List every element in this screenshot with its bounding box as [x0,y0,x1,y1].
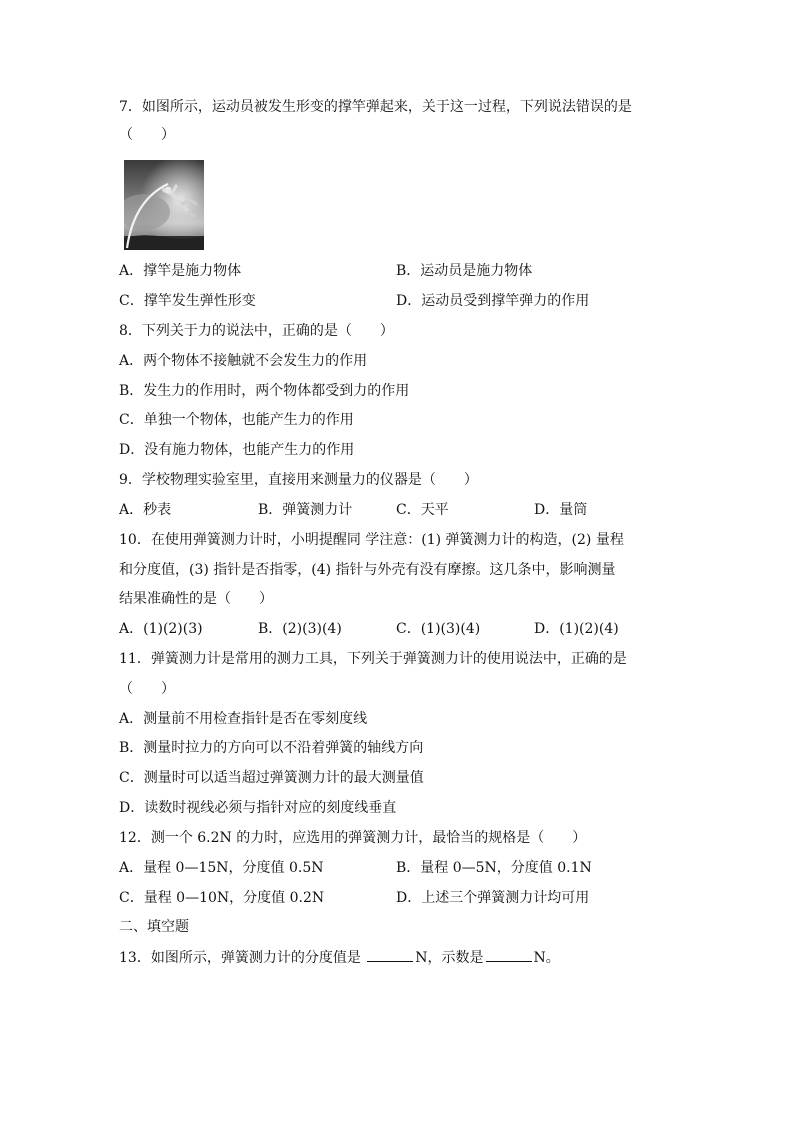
q13-part1: 13．如图所示，弹簧测力计的分度值是 [119,950,366,966]
pole-vault-photo [124,160,204,250]
q11-option-d: D．读数时视线必须与指针对应的刻度线垂直 [119,800,397,816]
q11-option-b: B．测量时拉力的方向可以不沿着弹簧的轴线方向 [119,740,424,756]
q13-blank-reading[interactable] [486,947,532,962]
q12-stem: 12．测一个 6.2N 的力时，应选用的弹簧测力计，最恰当的规格是（ ） [119,830,587,846]
q9-option-c: C．天平 [396,502,449,518]
section-heading-fill-in: 二、填空题 [119,919,189,935]
q8-option-c: C．单独一个物体，也能产生力的作用 [119,412,354,428]
q11-stem: 11．弹簧测力计是常用的测力工具，下列关于弹簧测力计的使用说法中，正确的是 [119,651,627,667]
q13-blank-division[interactable] [367,947,413,962]
q11-option-c: C．测量时可以适当超过弹簧测力计的最大测量值 [119,770,424,786]
q10-line1: 10．在使用弹簧测力计时，小明提醒同 学注意：(1) 弹簧测力计的构造，(2) 量程 [119,532,624,548]
q9-option-a: A．秒表 [119,502,172,518]
q7-option-c: C．撑竿发生弹性形变 [119,293,256,309]
q12-option-d: D．上述三个弹簧测力计均可用 [396,890,590,906]
q7-option-a: A．撑竿是施力物体 [119,263,242,279]
q12-option-c: C．量程 0—10N，分度值 0.2N [119,890,325,906]
q9-option-d: D．量筒 [534,502,588,518]
q10-option-a: A．(1)(2)(3) [119,621,203,637]
q8-option-b: B．发生力的作用时，两个物体都受到力的作用 [119,383,410,399]
q7-stem: 7．如图所示，运动员被发生形变的撑竿弹起来，关于这一过程，下列说法错误的是 [119,99,632,115]
q11-paren: （ ） [119,681,175,697]
q10-option-c: C．(1)(3)(4) [396,621,481,637]
q9-option-b: B．弹簧测力计 [258,502,353,518]
q7-option-d: D．运动员受到撑竿弹力的作用 [396,293,590,309]
q8-stem: 8．下列关于力的说法中，正确的是（ ） [119,323,394,339]
q8-option-a: A．两个物体不接触就不会发生力的作用 [119,353,368,369]
q13-stem [119,947,560,968]
q13-part3: N。 [533,950,560,966]
q7-paren: （ ） [119,127,175,143]
q9-stem: 9．学校物理实验室里，直接用来测量力的仪器是（ ） [119,472,478,488]
q10-line2: 和分度值，(3) 指针是否指零，(4) 指针与外壳有没有摩擦。这几条中，影响测量 [119,562,616,578]
q13-part2: N，示数是 [415,950,484,966]
q11-option-a: A．测量前不用检查指针是否在零刻度线 [119,711,368,727]
q10-line3: 结果准确性的是（ ） [119,591,273,607]
q10-option-d: D．(1)(2)(4) [534,621,619,637]
q12-option-b: B．量程 0—5N，分度值 0.1N [396,860,592,876]
q12-option-a: A．量程 0—15N，分度值 0.5N [119,860,324,876]
q8-option-d: D．没有施力物体，也能产生力的作用 [119,442,355,458]
q10-option-b: B．(2)(3)(4) [258,621,342,637]
q7-option-b: B．运动员是施力物体 [396,263,533,279]
